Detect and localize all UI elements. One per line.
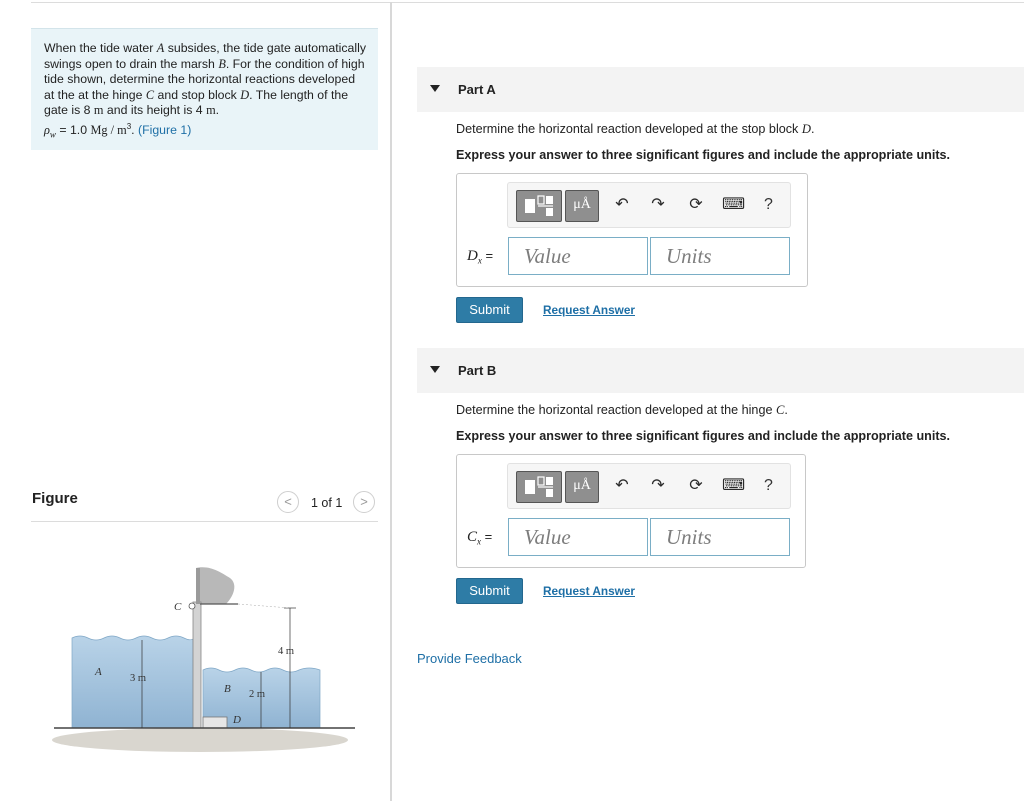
- hinge-c: [189, 603, 195, 609]
- part-a-label: Part A: [458, 82, 496, 97]
- label-b: B: [224, 683, 231, 695]
- dim-4m-extension: [238, 604, 290, 608]
- undo-icon[interactable]: ↶: [615, 477, 629, 494]
- figure-counter: 1 of 1: [311, 496, 343, 510]
- units-button[interactable]: [565, 471, 599, 503]
- wall-shading: [196, 567, 234, 604]
- templates-icon: [517, 472, 561, 502]
- prev-figure-button[interactable]: [277, 491, 299, 513]
- chevron-left-icon: <: [284, 494, 292, 509]
- next-figure-button[interactable]: [353, 491, 375, 513]
- reset-icon[interactable]: ⟳: [689, 477, 703, 494]
- label-d: D: [233, 714, 241, 726]
- templates-button[interactable]: [516, 190, 562, 222]
- figure-link[interactable]: (Figure 1): [137, 123, 192, 138]
- collapse-triangle-icon: [430, 366, 440, 373]
- part-a-value-input[interactable]: Value: [508, 237, 648, 275]
- part-b-variable-label: $C_x$ =: [467, 529, 493, 547]
- provide-feedback-link[interactable]: Provide Feedback: [417, 651, 522, 666]
- part-b-answer-box: [456, 454, 806, 568]
- part-b-units-input[interactable]: Units: [650, 518, 790, 556]
- label-3m: 3 m: [130, 673, 147, 684]
- part-a-instruction: Express your answer to three significant figures and include the appropriate units.: [456, 148, 951, 162]
- part-a-prompt: Determine the horizontal reaction developed at the stop block D.: [456, 122, 815, 136]
- label-c: C: [174, 601, 182, 613]
- undo-icon[interactable]: ↶: [615, 196, 629, 213]
- stop-block-d: [203, 717, 227, 728]
- collapse-triangle-icon: [430, 85, 440, 92]
- part-a-header[interactable]: [417, 67, 1024, 112]
- tide-gate: [193, 602, 201, 728]
- gate-wall: [196, 568, 200, 604]
- part-a-answer-box: [456, 173, 808, 287]
- label-4m: 4 m: [278, 646, 295, 657]
- problem-statement: When the tide water A subsides, the tide gate automatically swings open to drain the marsh B. For the condition of high tide shown, determine the horizontal reactions developed at the at the hinge C and stop block D. The length of the gate is 8 m and its height is 4 m. $\rho_w = 1.0$ Mg / $m^3$. (Figure 1): [31, 28, 378, 150]
- part-b-header[interactable]: [417, 348, 1024, 393]
- part-a-variable-label: $D_x$ =: [467, 248, 494, 266]
- part-b-toolbar: [507, 463, 791, 509]
- part-b-value-input[interactable]: Value: [508, 518, 648, 556]
- part-b-submit-button[interactable]: Submit: [456, 578, 523, 604]
- redo-icon[interactable]: ↷: [651, 477, 665, 494]
- chevron-right-icon: >: [360, 494, 368, 509]
- part-a-toolbar: [507, 182, 791, 228]
- redo-icon[interactable]: ↷: [651, 196, 665, 213]
- part-b-prompt: Determine the horizontal reaction developed at the hinge C.: [456, 403, 788, 417]
- part-b-label: Part B: [458, 363, 497, 378]
- help-icon[interactable]: ?: [764, 196, 773, 213]
- figure-title: Figure: [32, 490, 78, 507]
- units-symbol: μÅ: [573, 197, 591, 212]
- reset-icon[interactable]: ⟳: [689, 196, 703, 213]
- help-icon[interactable]: ?: [764, 477, 773, 494]
- label-a: A: [95, 666, 102, 678]
- units-symbol: μÅ: [573, 478, 591, 493]
- part-a-units-input[interactable]: Units: [650, 237, 790, 275]
- column-divider: [390, 2, 392, 801]
- top-divider: [31, 2, 1024, 3]
- keyboard-icon[interactable]: ⌨: [722, 196, 746, 213]
- keyboard-icon[interactable]: ⌨: [722, 477, 746, 494]
- part-a-submit-button[interactable]: Submit: [456, 297, 523, 323]
- part-a-request-answer-link[interactable]: Request Answer: [543, 303, 635, 317]
- templates-icon: [517, 191, 561, 221]
- label-2m: 2 m: [249, 689, 266, 700]
- part-b-request-answer-link[interactable]: Request Answer: [543, 584, 635, 598]
- templates-button[interactable]: [516, 471, 562, 503]
- ground-shadow: [52, 728, 348, 752]
- tide-gate-diagram: [50, 560, 360, 760]
- figure-header: [31, 488, 378, 522]
- units-button[interactable]: [565, 190, 599, 222]
- part-b-instruction: Express your answer to three significant figures and include the appropriate units.: [456, 429, 951, 443]
